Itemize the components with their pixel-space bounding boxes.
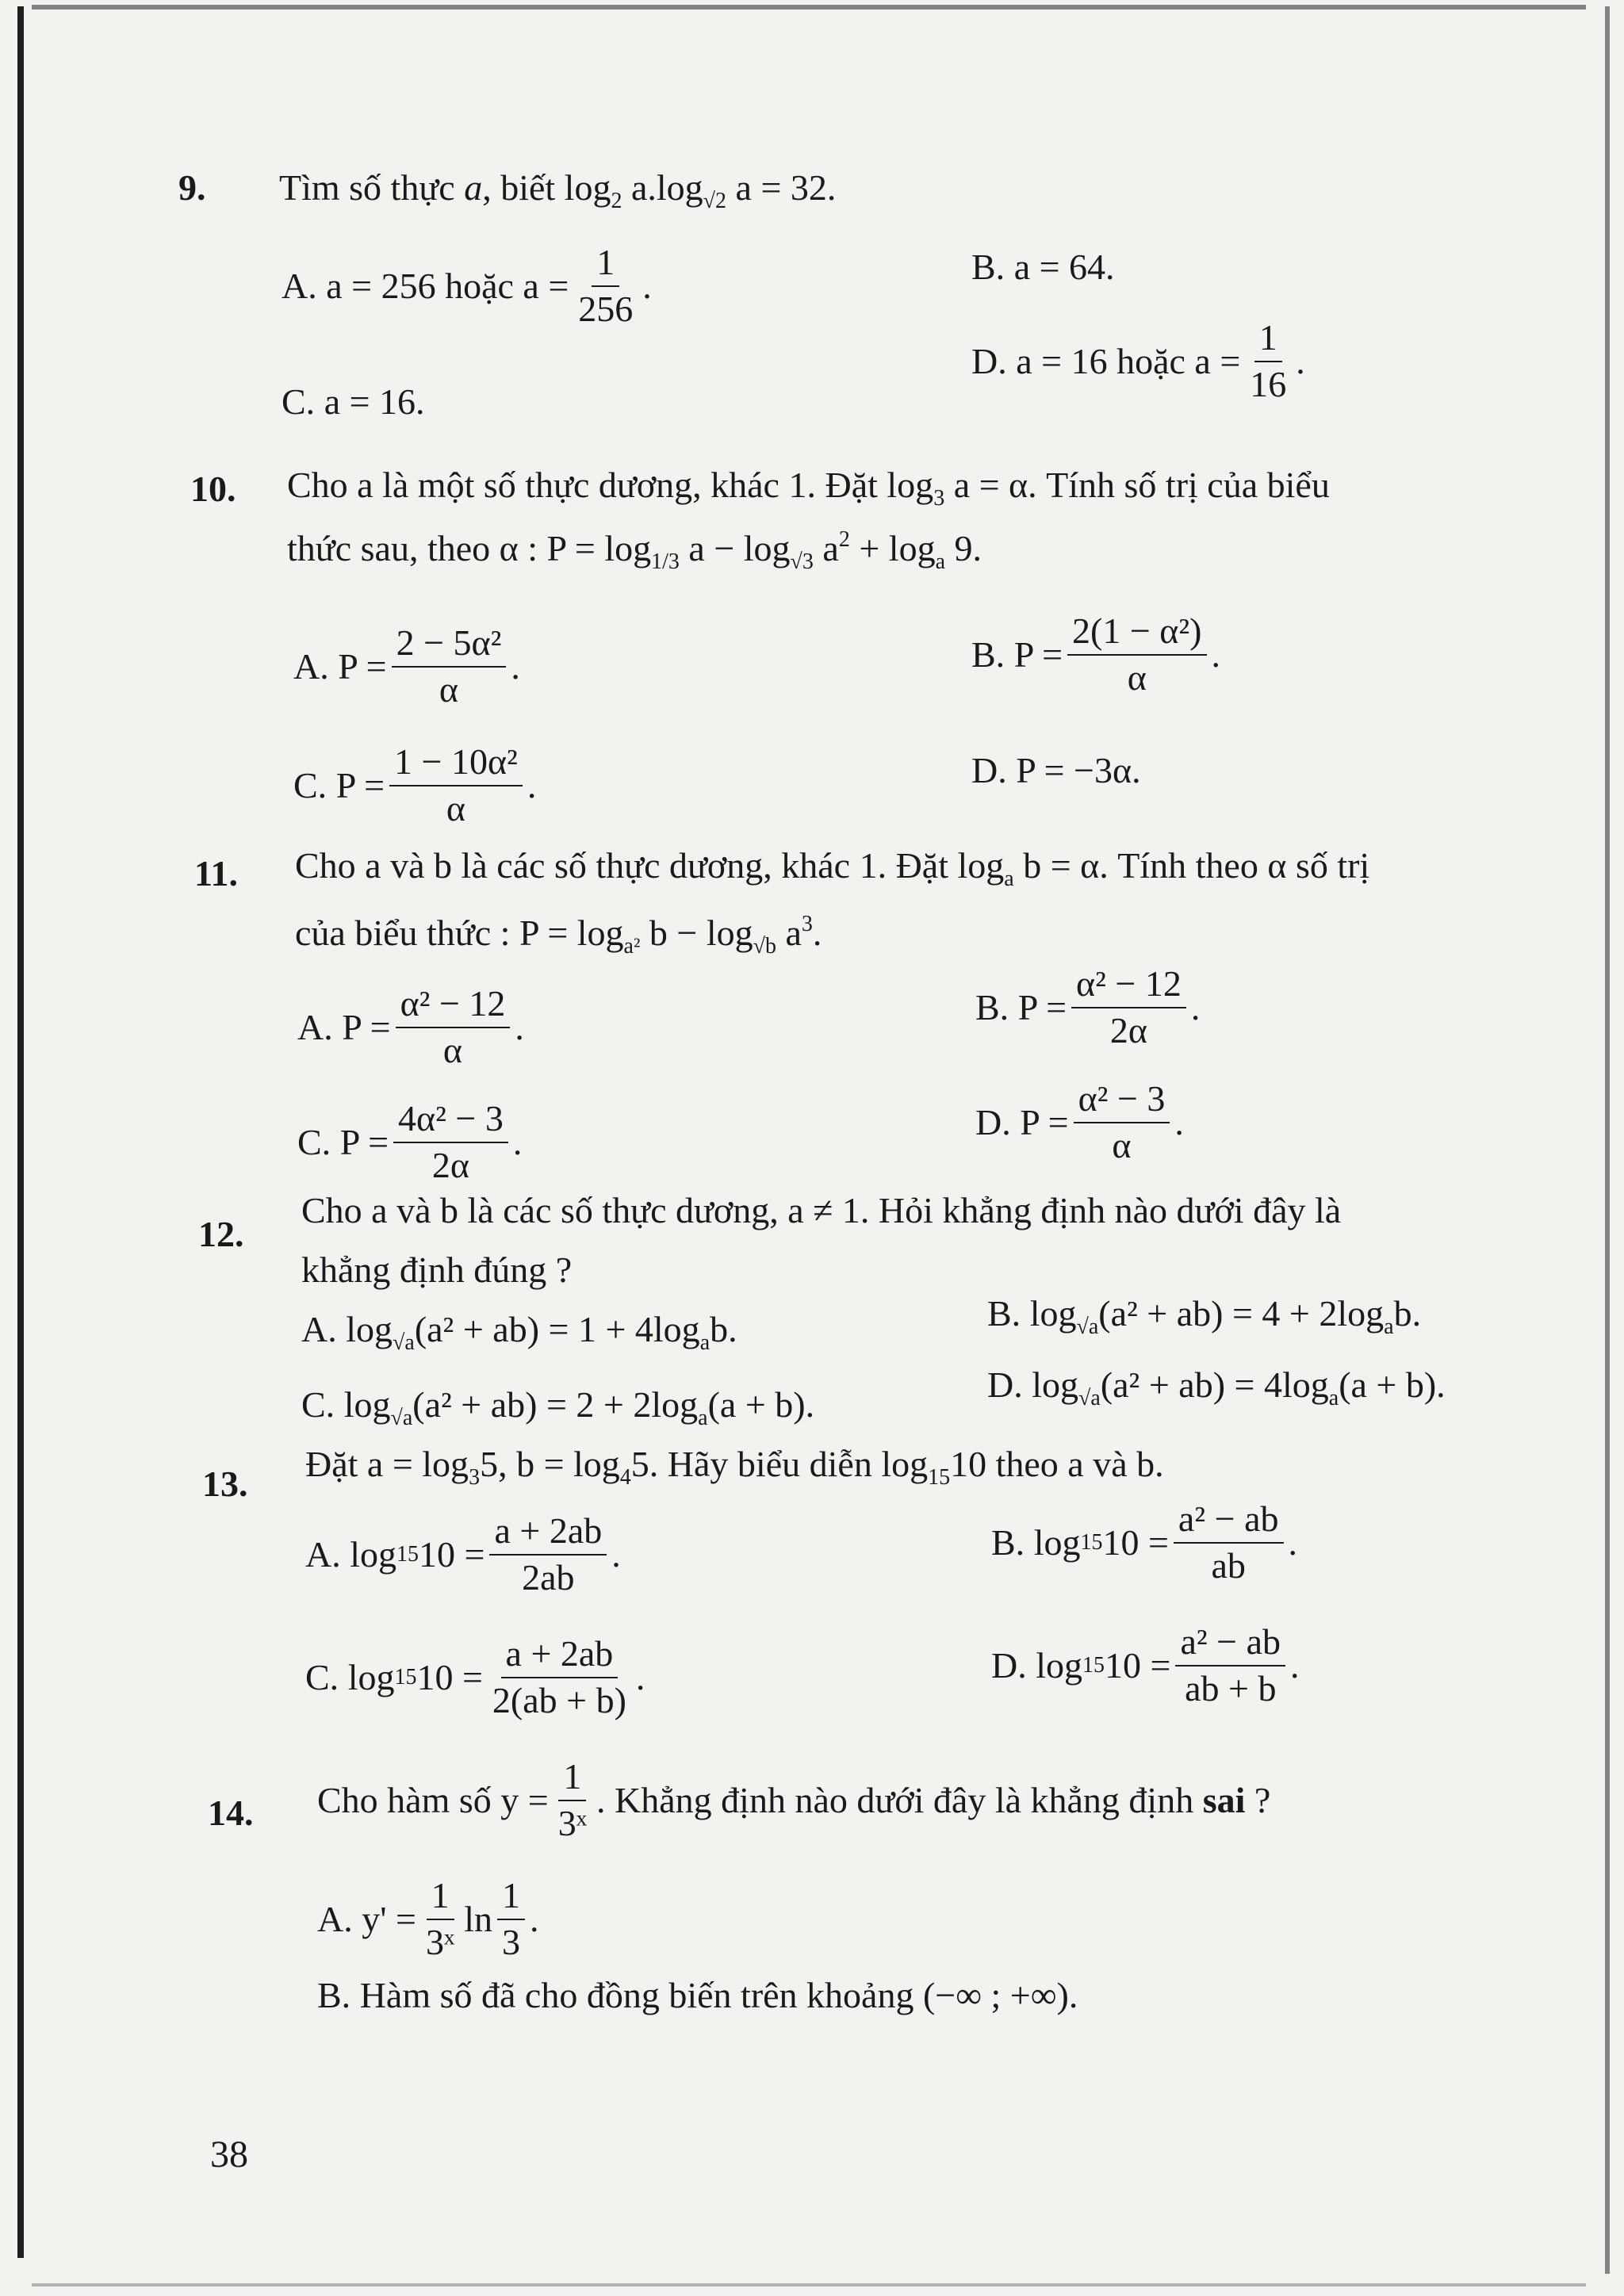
q11-option-b: B. P = $\frac{\text{α² − 12}}{2\alpha}$ . [975,963,1201,1050]
q13-b-fraction: $\frac{\text{a² − ab}}{ab}$ [1174,1498,1284,1587]
q11-stem-line2: của biểu thức : $P = \log_{a^2} b - \log_{√b} a^3$. [295,912,822,959]
q14-option-b: B. Hàm số đã cho đồng biến trên khoảng (−∞ ; +∞). [317,1975,1078,2015]
q13-c-fraction: $\frac{a + 2ab}{2(ab + b)}$ [492,1633,626,1720]
q10-number: 10. [190,469,236,509]
q13-d-fraction: $\frac{\text{a² − ab}}{ab + b}$ [1175,1621,1285,1710]
q9-a-fraction: $\frac{1}{256}$ [578,242,634,329]
q9-option-d: D. a = 16 hoặc a = $\frac{1}{16}$ . [971,317,1305,404]
q14-stem: Cho hàm số y = $\frac{1}{\text{3ˣ}}$ . Khẳng định nào dưới đây là khẳng định sai ? [317,1756,1271,1843]
q14-option-a: A. y' = $\frac{1}{\text{3ˣ}}$ ln $\frac{1}{3}$ . [317,1875,539,1962]
q12-number: 12. [198,1214,244,1254]
q12-option-a: A. $\log_{√a}(a^2 + ab) = 1 + 4\log_ab$. [301,1309,737,1355]
page-edge-bottom [32,2283,1586,2286]
q11-option-d: D. P = $\frac{\text{α² − 3}}{\alpha}$ . [975,1078,1184,1165]
q12-stem-line1: Cho a và b là các số thực dương, a ≠ 1. Hỏi khẳng định nào dưới đây là [301,1190,1342,1230]
q11-option-a: A. P = $\frac{\text{α² − 12}}{\alpha}$ . [297,983,524,1070]
q11-b-fraction: $\frac{\text{α² − 12}}{2\alpha}$ [1071,963,1186,1052]
q10-option-a: A. P = $\frac{\text{2 − 5α²}}{\alpha}$ . [293,622,520,710]
q11-option-c: C. P = $\frac{\text{4α² − 3}}{2\alpha}$ . [297,1098,523,1185]
q12-option-b: B. $\log_{√a}(a^2 + ab) = 4 + 2\log_ab$. [987,1293,1422,1339]
page-edge-left [17,6,24,2258]
q9-option-b: B. a = 64. [971,247,1115,287]
q9-d-fraction: $\frac{1}{16}$ [1250,317,1287,404]
q10-option-d: D. P = −3α. [971,750,1141,790]
q12-option-c: C. $\log_{√a}(a^2 + ab) = 2 + 2\log_a(a + b)$. [301,1384,815,1430]
page-number: 38 [210,2133,248,2175]
q13-number: 13. [202,1464,248,1504]
q13-option-a: A. log 15 10 = $\frac{a + 2ab}{2ab}$ . [305,1510,621,1598]
q10-b-fraction: $\frac{\text{2(1 − α²)}}{\alpha}$ [1067,610,1206,699]
q14-stem-fraction: $\frac{1}{\text{3ˣ}}$ [557,1756,588,1843]
q11-number: 11. [194,853,238,894]
q10-stem-line2: thức sau, theo α : $P = \log_{1/3} a - \log_{√3} a^2 + \log_a 9$. [287,527,982,574]
q10-c-fraction: $\frac{\text{1 − 10α²}}{\alpha}$ [389,741,523,830]
q11-d-fraction: $\frac{\text{α² − 3}}{\alpha}$ [1074,1078,1170,1167]
q10-option-c: C. P = $\frac{\text{1 − 10α²}}{\alpha}$ . [293,741,537,828]
q14-number: 14. [208,1793,254,1833]
q14-a-fraction-1: $\frac{1}{\text{3ˣ}}$ [425,1875,455,1962]
q11-c-fraction: $\frac{\text{4α² − 3}}{2\alpha}$ [393,1098,508,1187]
q13-option-b: B. log 15 10 = $\frac{\text{a² − ab}}{ab}$ . [991,1498,1297,1586]
q9-option-a: A. a = 256 hoặc a = $\frac{1}{256}$ . [282,242,652,329]
q10-stem-line1: Cho a là một số thực dương, khác 1. Đặt $\log_3 a = \alpha$. Tính số trị của biểu [287,465,1330,511]
q13-option-d: D. log 15 10 = $\frac{\text{a² − ab}}{ab + b}$ . [991,1621,1300,1709]
q10-a-fraction: $\frac{\text{2 − 5α²}}{\alpha}$ [392,622,507,711]
page-edge-right [1605,6,1610,2274]
q13-a-fraction: $\frac{a + 2ab}{2ab}$ [489,1510,607,1599]
q12-stem-line2: khẳng định đúng ? [301,1249,573,1290]
q13-stem: Đặt $a = \log_35$, $b = \log_45$. Hãy biểu diễn $\log_{15}10$ theo a và b. [305,1444,1164,1490]
q13-option-c: C. log 15 10 = $\frac{a + 2ab}{2(ab + b)}$ . [305,1633,645,1720]
page-edge-top [32,5,1586,10]
q9-option-c: C. a = 16. [282,381,425,422]
q11-stem-line1: Cho a và b là các số thực dương, khác 1. Đặt $\log_a b = \alpha$. Tính theo α số trị [295,845,1370,891]
q9-stem: Tìm số thực a, biết $\log_2 a.\log_{√2}$ a = 32. [279,167,837,213]
q11-a-fraction: $\frac{\text{α² − 12}}{\alpha}$ [396,983,511,1072]
q14-a-fraction-2: $\frac{1}{3}$ [497,1875,525,1964]
q12-option-d: D. $\log_{√a}(a^2 + ab) = 4\log_a(a + b)$. [987,1364,1446,1410]
q9-number: 9. [178,167,206,208]
q10-option-b: B. P = $\frac{\text{2(1 − α²)}}{\alpha}$ . [971,610,1220,698]
